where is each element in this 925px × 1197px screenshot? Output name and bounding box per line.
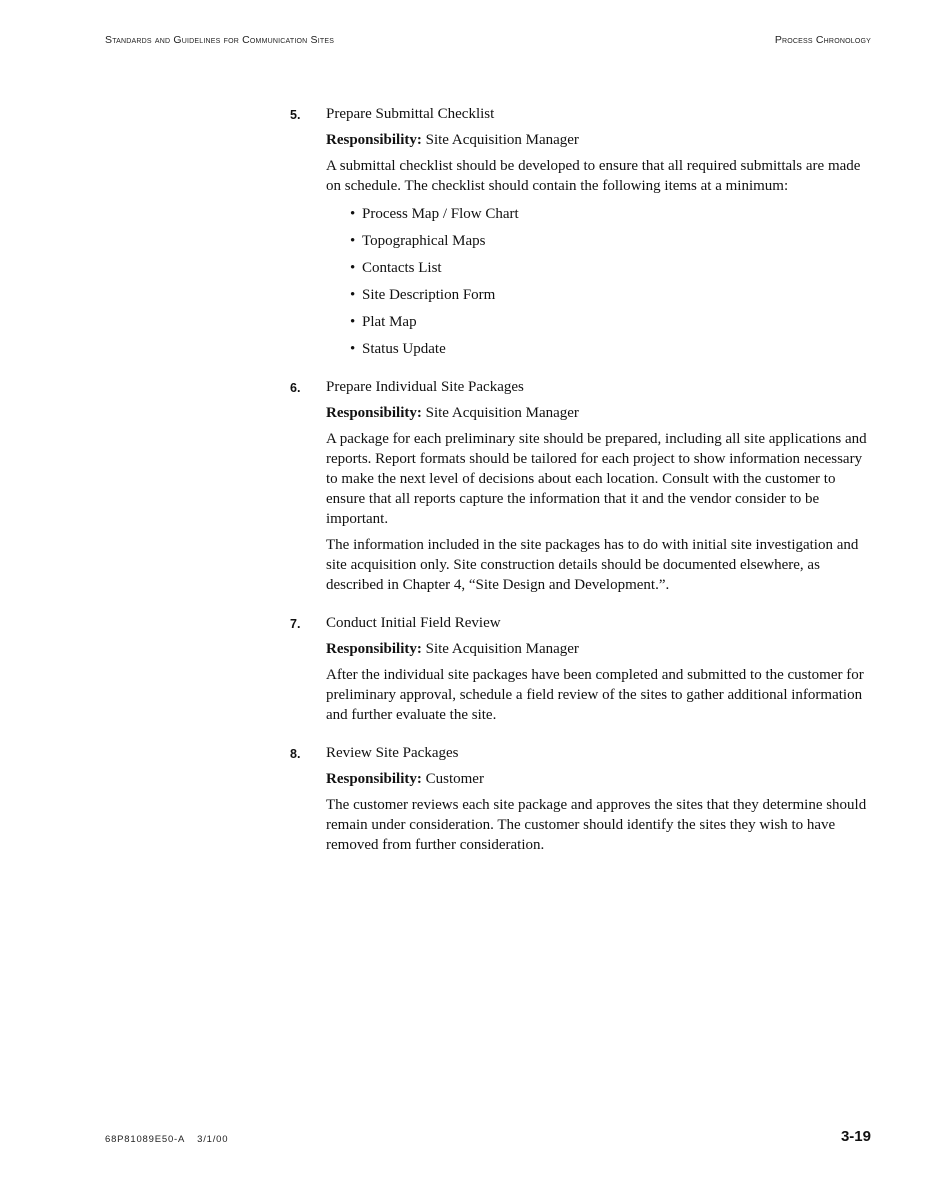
list-item: • Topographical Maps (350, 233, 486, 249)
responsibility-line (326, 403, 870, 423)
checklist-items (326, 204, 870, 359)
step-5 (290, 104, 870, 359)
document-number: 68P81089E50-A (105, 1134, 186, 1145)
responsibility-line (326, 769, 870, 789)
step-paragraph: After the individual site packages have been completed and submitted to the customer for preliminary approval, schedule a field review of the sites to gather additional information and further evaluate the site. (326, 667, 864, 723)
list-item: • Process Map / Flow Chart (350, 206, 519, 222)
responsibility-value: Site Acquisition Manager (425, 132, 579, 148)
step-paragraph: A submittal checklist should be developed to ensure that all required submittals are made on schedule. The checklist should contain the following items at a minimum: (326, 158, 861, 194)
document-id (105, 1134, 228, 1145)
step-7 (290, 613, 870, 725)
responsibility-label: Responsibility: (326, 771, 422, 787)
step-title: Conduct Initial Field Review (326, 615, 501, 631)
step-title: Review Site Packages (326, 745, 459, 761)
responsibility-label: Responsibility: (326, 405, 422, 421)
step-title: Prepare Submittal Checklist (326, 106, 495, 122)
responsibility-value: Site Acquisition Manager (425, 405, 579, 421)
step-number: 5. (290, 108, 301, 122)
responsibility-label: Responsibility: (326, 132, 422, 148)
document-body (290, 104, 870, 873)
header-document-title: Standards and Guidelines for Communication Sites (105, 34, 335, 46)
page-number: 3-19 (840, 1128, 871, 1145)
list-item: • Plat Map (350, 314, 417, 330)
list-item: • Status Update (350, 341, 446, 357)
document-date: 3/1/00 (197, 1134, 229, 1145)
step-6 (290, 377, 870, 595)
step-paragraph: A package for each preliminary site should be prepared, including all site applications and reports. Report formats should be tailored for each project to show information necessary to make the next level of decisions about each location. Consult with the customer to ensure that all reports capture the information that it and the vendor consider to be important. (326, 431, 867, 527)
responsibility-value: Customer (425, 771, 484, 787)
step-number: 6. (290, 381, 301, 395)
responsibility-label: Responsibility: (326, 641, 422, 657)
step-paragraph: The customer reviews each site package and approves the sites that they determine should remain under consideration. The customer should identify the sites they wish to have removed from further consideration. (326, 797, 867, 853)
page-footer (105, 1128, 871, 1150)
step-title: Prepare Individual Site Packages (326, 379, 524, 395)
responsibility-line (326, 639, 870, 659)
step-number: 8. (290, 747, 301, 761)
running-header (105, 34, 871, 50)
list-item: • Site Description Form (350, 287, 496, 303)
responsibility-line (326, 130, 870, 150)
responsibility-value: Site Acquisition Manager (425, 641, 579, 657)
step-paragraph: The information included in the site packages has to do with initial site investigation and site acquisition only. Site construction details should be documented elsewhere, as described in Chapter 4, “Site Design and Development.”. (326, 537, 859, 593)
step-number: 7. (290, 617, 301, 631)
header-section-title: Process Chronology (774, 34, 871, 46)
step-8 (290, 743, 870, 855)
list-item: • Contacts List (350, 260, 442, 276)
